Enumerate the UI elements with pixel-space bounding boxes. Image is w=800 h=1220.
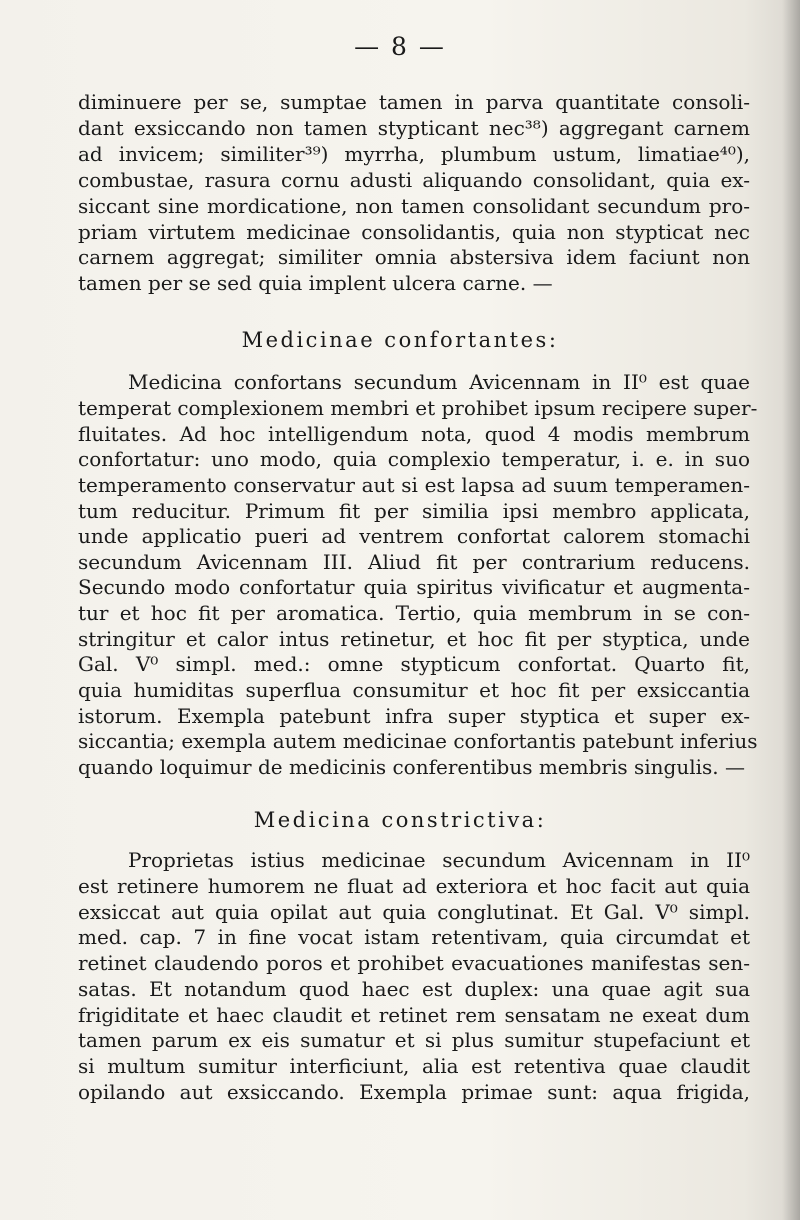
text-line: stringitur et calor intus retinetur, et hoc fit per styptica, unde bbox=[78, 627, 750, 651]
page-spine-shadow bbox=[782, 0, 800, 1220]
text-line: retinet claudendo poros et prohibet evacuationes manifestas sen- bbox=[78, 951, 750, 975]
text-line: dant exsiccando non tamen stypticant nec³⁸) aggregant carnem bbox=[78, 116, 750, 140]
section-heading-confortantes: Medicinae confortantes: bbox=[241, 328, 559, 352]
text-line: med. cap. 7 in fine vocat istam retentivam, quia circumdat et bbox=[78, 925, 750, 949]
text-line: diminuere per se, sumptae tamen in parva quantitate consoli- bbox=[78, 90, 750, 114]
text-line: siccant sine mordicatione, non tamen consolidant secundum pro- bbox=[78, 194, 750, 218]
text-line: temperamento conservatur aut si est lapsa ad suum temperamen- bbox=[78, 473, 750, 497]
text-line: Medicina confortans secundum Avicennam in II⁰ est quae bbox=[128, 370, 750, 394]
text-line: unde applicatio pueri ad ventrem confortat calorem stomachi bbox=[78, 524, 750, 548]
text-line: combustae, rasura cornu adusti aliquando consolidant, quia ex- bbox=[78, 168, 750, 192]
text-line: fluitates. Ad hoc intelligendum nota, quod 4 modis membrum bbox=[78, 422, 750, 446]
text-line: tum reducitur. Primum fit per similia ipsi membro applicata, bbox=[78, 499, 750, 523]
text-line: confortatur: uno modo, quia complexio temperatur, i. e. in suo bbox=[78, 447, 750, 471]
text-line: Secundo modo confortatur quia spiritus vivificatur et augmenta- bbox=[78, 575, 750, 599]
section-heading-constrictiva: Medicina constrictiva: bbox=[253, 808, 547, 832]
text-line: satas. Et notandum quod haec est duplex: una quae agit sua bbox=[78, 977, 750, 1001]
text-line: Proprietas istius medicinae secundum Avicennam in II⁰ bbox=[128, 848, 750, 872]
text-line: quia humiditas superflua consumitur et hoc fit per exsiccantia bbox=[78, 678, 750, 702]
text-line: exsiccat aut quia opilat aut quia conglutinat. Et Gal. V⁰ simpl. bbox=[78, 900, 750, 924]
text-line: carnem aggregat; similiter omnia abstersiva idem faciunt non bbox=[78, 245, 750, 269]
text-line: opilando aut exsiccando. Exempla primae sunt: aqua frigida, bbox=[78, 1080, 750, 1104]
text-line: tamen per se sed quia implent ulcera carne. — bbox=[78, 271, 553, 295]
text-line: tur et hoc fit per aromatica. Tertio, quia membrum in se con- bbox=[78, 601, 750, 625]
page-number: — 8 — bbox=[354, 32, 446, 61]
text-line: quando loquimur de medicinis conferentibus membris singulis. — bbox=[78, 755, 745, 779]
text-line: est retinere humorem ne fluat ad exteriora et hoc facit aut quia bbox=[78, 874, 750, 898]
text-line: ad invicem; similiter³⁹) myrrha, plumbum ustum, limatiae⁴⁰), bbox=[78, 142, 750, 166]
text-line: Gal. V⁰ simpl. med.: omne stypticum confortat. Quarto fit, bbox=[78, 652, 750, 676]
text-line: priam virtutem medicinae consolidantis, quia non stypticat nec bbox=[78, 220, 750, 244]
text-line: tamen parum ex eis sumatur et si plus sumitur stupefaciunt et bbox=[78, 1028, 750, 1052]
text-line: frigiditate et haec claudit et retinet rem sensatam ne exeat dum bbox=[78, 1003, 750, 1027]
text-line: secundum Avicennam III. Aliud fit per contrarium reducens. bbox=[78, 550, 750, 574]
text-line: siccantia; exempla autem medicinae confortantis patebunt inferius bbox=[78, 729, 758, 753]
text-line: si multum sumitur interficiunt, alia est retentiva quae claudit bbox=[78, 1054, 750, 1078]
text-line: istorum. Exempla patebunt infra super styptica et super ex- bbox=[78, 704, 750, 728]
text-line: temperat complexionem membri et prohibet ipsum recipere super- bbox=[78, 396, 758, 420]
